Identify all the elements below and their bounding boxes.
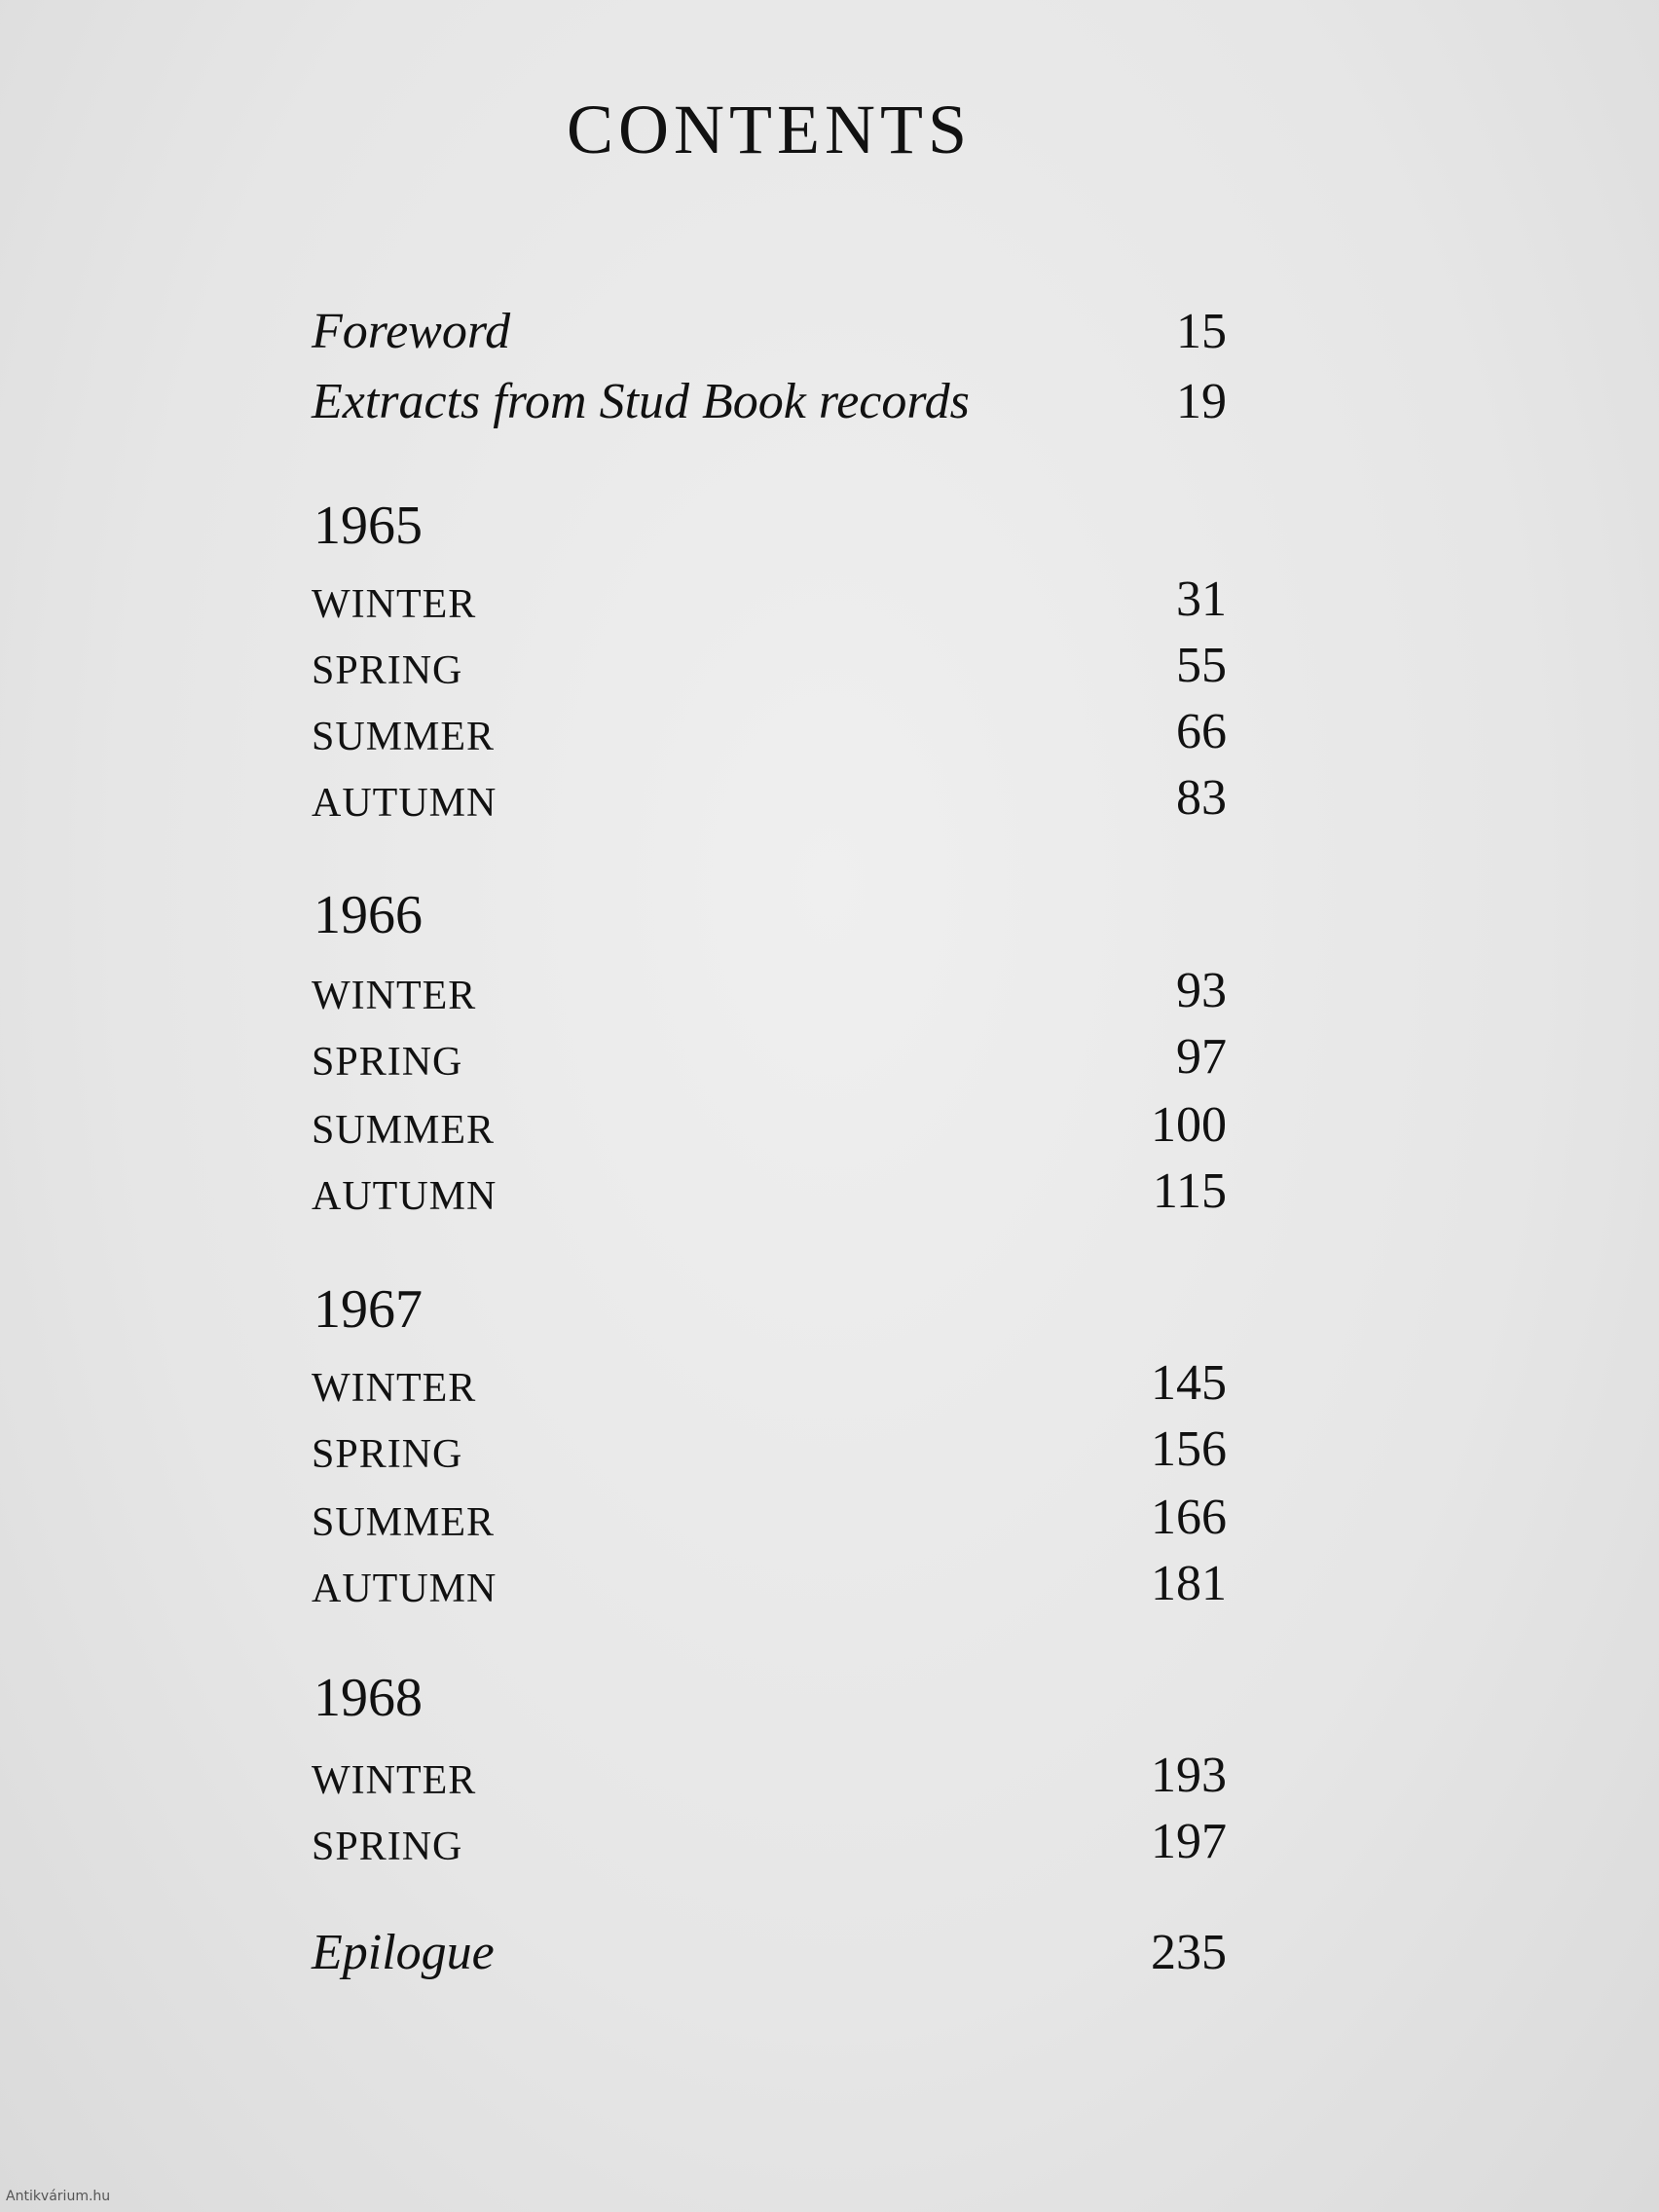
toc-entry-foreword (312, 302, 1227, 360)
toc-entry-label: Foreword (312, 304, 511, 359)
toc-entry-page: 55 (1176, 638, 1227, 693)
toc-entry (312, 1161, 1227, 1220)
page-title: CONTENTS (567, 91, 972, 168)
toc-entry-page: 235 (1151, 1925, 1227, 1980)
toc-entry-page: 19 (1176, 374, 1227, 429)
toc-entry (312, 636, 1227, 694)
toc-entry-page: 31 (1176, 571, 1227, 627)
toc-entry (312, 1554, 1227, 1612)
season-label: WINTER (312, 974, 477, 1018)
toc-entry-page: 197 (1151, 1814, 1227, 1869)
season-label: WINTER (312, 582, 477, 627)
toc-entry-page: 156 (1151, 1421, 1227, 1477)
toc-entry-page: 66 (1176, 704, 1227, 759)
toc-entry (312, 768, 1227, 827)
toc-entry (312, 1027, 1227, 1086)
toc-entry (312, 961, 1227, 1019)
toc-entry-page: 115 (1152, 1163, 1227, 1219)
season-label: SPRING (312, 648, 463, 693)
season-label: AUTUMN (312, 1174, 498, 1219)
toc-entry (312, 1812, 1227, 1870)
toc-entry (312, 1488, 1227, 1546)
toc-entry-page: 193 (1151, 1748, 1227, 1803)
toc-entry (312, 1746, 1227, 1804)
toc-entry-page: 97 (1176, 1029, 1227, 1085)
year-heading-1966: 1966 (313, 885, 423, 945)
toc-entry (312, 570, 1227, 628)
season-label: SUMMER (312, 1500, 496, 1545)
year-heading-1968: 1968 (313, 1668, 423, 1728)
toc-entry-page: 181 (1151, 1556, 1227, 1611)
season-label: SPRING (312, 1825, 463, 1869)
toc-entry (312, 1419, 1227, 1478)
year-heading-1965: 1965 (313, 496, 423, 556)
toc-entry-stud-book (312, 372, 1227, 430)
season-label: SPRING (312, 1432, 463, 1477)
season-label: SPRING (312, 1040, 463, 1085)
season-label: SUMMER (312, 1108, 496, 1153)
toc-entry (312, 1095, 1227, 1154)
watermark: Antikvárium.hu (6, 2189, 111, 2204)
season-label: AUTUMN (312, 1567, 498, 1611)
year-heading-1967: 1967 (313, 1279, 423, 1340)
season-label: WINTER (312, 1366, 477, 1411)
toc-entry-label: Extracts from Stud Book records (312, 374, 970, 429)
toc-entry-page: 93 (1176, 963, 1227, 1018)
toc-entry-page: 83 (1176, 770, 1227, 826)
toc-entry-page: 15 (1176, 304, 1227, 359)
toc-entry (312, 1353, 1227, 1412)
season-label: AUTUMN (312, 781, 498, 826)
season-label: WINTER (312, 1758, 477, 1803)
season-label: SUMMER (312, 715, 496, 759)
toc-entry-epilogue (312, 1923, 1227, 1981)
toc-entry-page: 145 (1151, 1355, 1227, 1411)
toc-entry (312, 702, 1227, 760)
toc-entry-page: 100 (1151, 1097, 1227, 1153)
toc-entry-page: 166 (1151, 1490, 1227, 1545)
toc-entry-label: Epilogue (312, 1925, 495, 1980)
